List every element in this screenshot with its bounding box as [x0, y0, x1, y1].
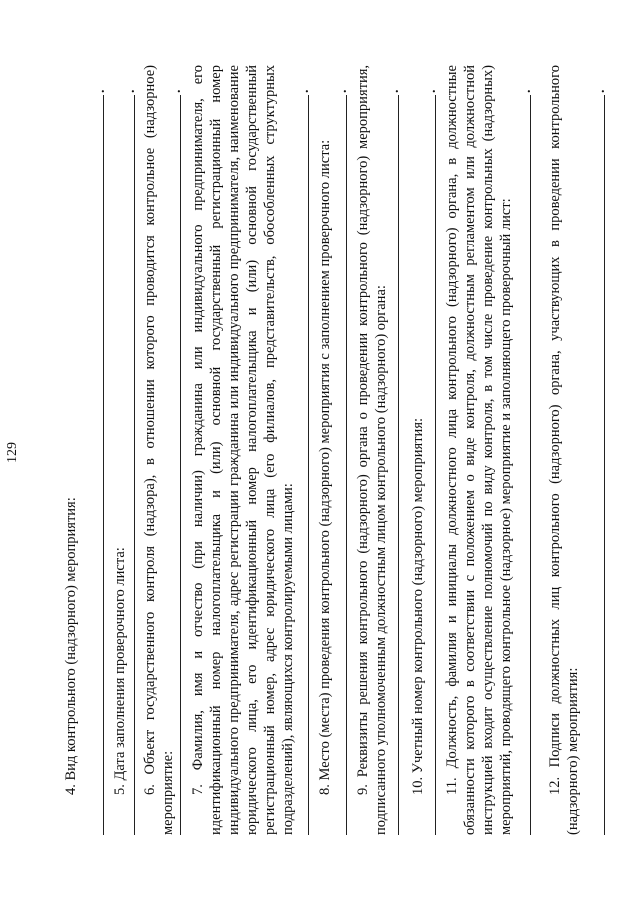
item-7-text: 7. Фамилия, имя и отчество (при наличии) гражданина или индивидуального предпринимателя, его идентификационный номер налогоплательщика и (или) основной государственный регистрационный номер индивидуального предпринимателя, адрес регистрации гражданина или индивидуального предпринимателя, наименование юридического лица, его идентификационный номер налогоплательщика и (или) основной государственный регистрационный номер, адрес юридического лица (его филиалов, представительств, обособленных структурных подразделений), являющихся контролируемыми лицами: [190, 65, 296, 835]
item-10-text: 10. Учетный номер контрольного (надзорного) мероприятия: [410, 417, 426, 795]
item-7 [189, 65, 297, 835]
item-10 [409, 65, 427, 835]
fill-line-12 [604, 95, 605, 835]
dot-mark: . [593, 89, 608, 93]
fill-line-9 [398, 95, 399, 835]
item-6-text: 6. Объект государственного контроля (надзора), в отношении которого проводится контрольное (надзорное) мероприятие: [142, 65, 176, 835]
item-9 [354, 65, 390, 835]
fill-line-7 [308, 95, 309, 835]
item-11-text: 11. Должность, фамилия и инициалы должностного лица контрольного (надзорного) органа, в должностные обязанности которого в соответствии с положением о виде контроля, должностным регламентом или должностной инструкцией входит осуществление полномочий по виду контроля, в том числе проведение контрольных (надзорных) мероприятий, проводящего контрольное (надзорное) мероприятие и заполняющего проверочный лист: [444, 65, 514, 835]
fill-line-5 [134, 95, 135, 835]
dot-mark: . [123, 89, 138, 93]
fill-line-8 [346, 95, 347, 835]
dot-mark: . [93, 89, 108, 93]
item-5 [111, 65, 129, 835]
dot-mark: . [169, 89, 184, 93]
dot-mark: . [335, 89, 350, 93]
fill-line-11 [530, 95, 531, 835]
dot-mark: . [387, 89, 402, 93]
item-6 [141, 65, 177, 835]
item-9-text: 9. Реквизиты решения контрольного (надзорного) органа о проведении контрольного (надзорного) мероприятия, подписанного уполномоченным должностным лицом контрольного (надзорного) органа: [355, 65, 389, 835]
item-4-text: 4. Вид контрольного (надзорного) мероприятия: [63, 497, 79, 795]
item-4 [62, 65, 80, 835]
dot-mark: . [297, 89, 312, 93]
item-11 [443, 65, 515, 835]
dot-mark: . [519, 89, 534, 93]
item-5-text: 5. Дата заполнения проверочного листа: [112, 547, 128, 795]
item-8 [316, 65, 334, 835]
fill-line-4 [103, 95, 104, 835]
dot-mark: . [424, 89, 439, 93]
fill-line-6 [180, 95, 181, 835]
item-12-text: 12. Подписи должностных лиц контрольного (надзорного) органа, участвующих в проведении контрольного (надзорного) мероприятия: [547, 65, 581, 835]
fill-line-10 [435, 95, 436, 835]
item-12 [546, 65, 582, 835]
item-8-text: 8. Место (места) проведения контрольного (надзорного) мероприятия с заполнением проверочного листа: [317, 139, 333, 795]
page-number: 129 [5, 442, 20, 463]
